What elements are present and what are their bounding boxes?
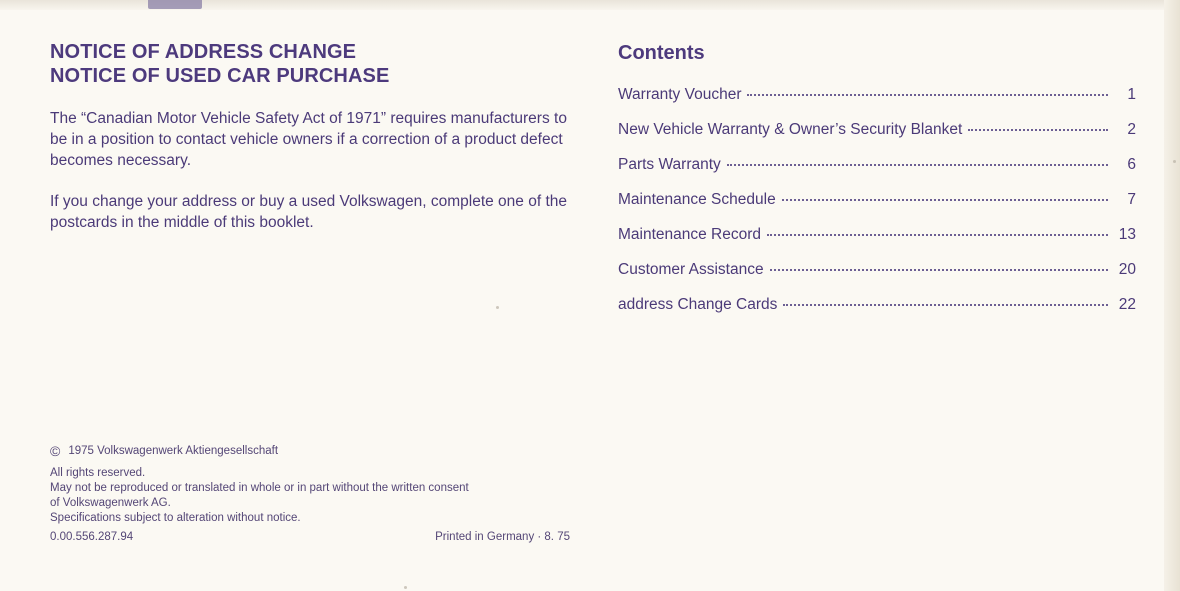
dot-leader <box>968 129 1108 131</box>
print-footer <box>50 531 570 543</box>
contents-item-new-vehicle-warranty <box>618 121 1136 156</box>
rights-line: of Volkswagenwerk AG. <box>50 497 171 509</box>
rights-line: May not be reproduced or translated in whole or in part without the written consent <box>50 482 469 494</box>
contents-item-parts-warranty <box>618 156 1136 191</box>
contents-item-label: address Change Cards <box>618 296 778 313</box>
safety-act-paragraph: The “Canadian Motor Vehicle Safety Act of 1971” requires manufacturers to be in a position to contact vehicle owners if a correction of a product defect becomes necessary. <box>50 110 567 169</box>
contents-item-customer-assistance <box>618 261 1136 296</box>
dot-leader <box>767 234 1108 236</box>
rights-line: All rights reserved. <box>50 467 146 479</box>
contents-item-label: New Vehicle Warranty & Owner’s Security Blanket <box>618 121 963 138</box>
contents-item-address-change-cards <box>618 296 1136 331</box>
contents-item-label: Maintenance Record <box>618 226 762 243</box>
page-edge-shadow <box>1164 0 1180 591</box>
dot-leader <box>727 164 1108 166</box>
printed-in-germany: Printed in Germany · 8. 75 <box>435 531 570 543</box>
copyright-text: 1975 Volkswagenwerk Aktiengesellschaft <box>68 445 279 457</box>
notice-heading-block <box>50 40 570 88</box>
contents-item-label: Customer Assistance <box>618 261 764 278</box>
paper-speck <box>404 586 407 589</box>
copyright-block <box>50 442 570 526</box>
address-change-paragraph: If you change your address or buy a used Volkswagen, complete one of the postcards in the middle of this booklet. <box>50 193 567 231</box>
contents-item-label: Parts Warranty <box>618 156 721 173</box>
notice-heading-line-2: NOTICE OF USED CAR PURCHASE <box>50 65 390 87</box>
binding-tab <box>148 0 202 9</box>
contents-item-page: 20 <box>1118 261 1136 278</box>
contents-item-page: 7 <box>1127 191 1136 208</box>
contents-item-page: 22 <box>1118 296 1136 313</box>
paper-speck <box>1173 160 1176 163</box>
contents-item-maintenance-schedule <box>618 191 1136 226</box>
contents-item-page: 6 <box>1127 156 1136 173</box>
rights-line: Specifications subject to alteration without notice. <box>50 512 301 524</box>
contents-item-maintenance-record <box>618 226 1136 261</box>
contents-item-page: 13 <box>1118 226 1136 243</box>
part-number: 0.00.556.287.94 <box>50 531 134 543</box>
contents-item-label: Warranty Voucher <box>618 86 742 103</box>
dot-leader <box>747 94 1108 96</box>
contents-item-page: 1 <box>1127 86 1136 103</box>
dot-leader <box>782 199 1108 201</box>
rights-notice <box>50 466 570 526</box>
paper-speck <box>496 306 499 309</box>
contents-section <box>618 40 1136 313</box>
copyright-line <box>50 442 570 460</box>
contents-item-label: Maintenance Schedule <box>618 191 776 208</box>
contents-item-page: 2 <box>1127 121 1136 138</box>
dot-leader <box>783 304 1108 306</box>
notice-heading-line-1: NOTICE OF ADDRESS CHANGE <box>50 41 357 63</box>
contents-list <box>618 86 1136 331</box>
contents-title: Contents <box>618 42 705 64</box>
contents-item-warranty-voucher <box>618 86 1136 121</box>
copyright-symbol: © <box>50 443 61 459</box>
dot-leader <box>770 269 1108 271</box>
